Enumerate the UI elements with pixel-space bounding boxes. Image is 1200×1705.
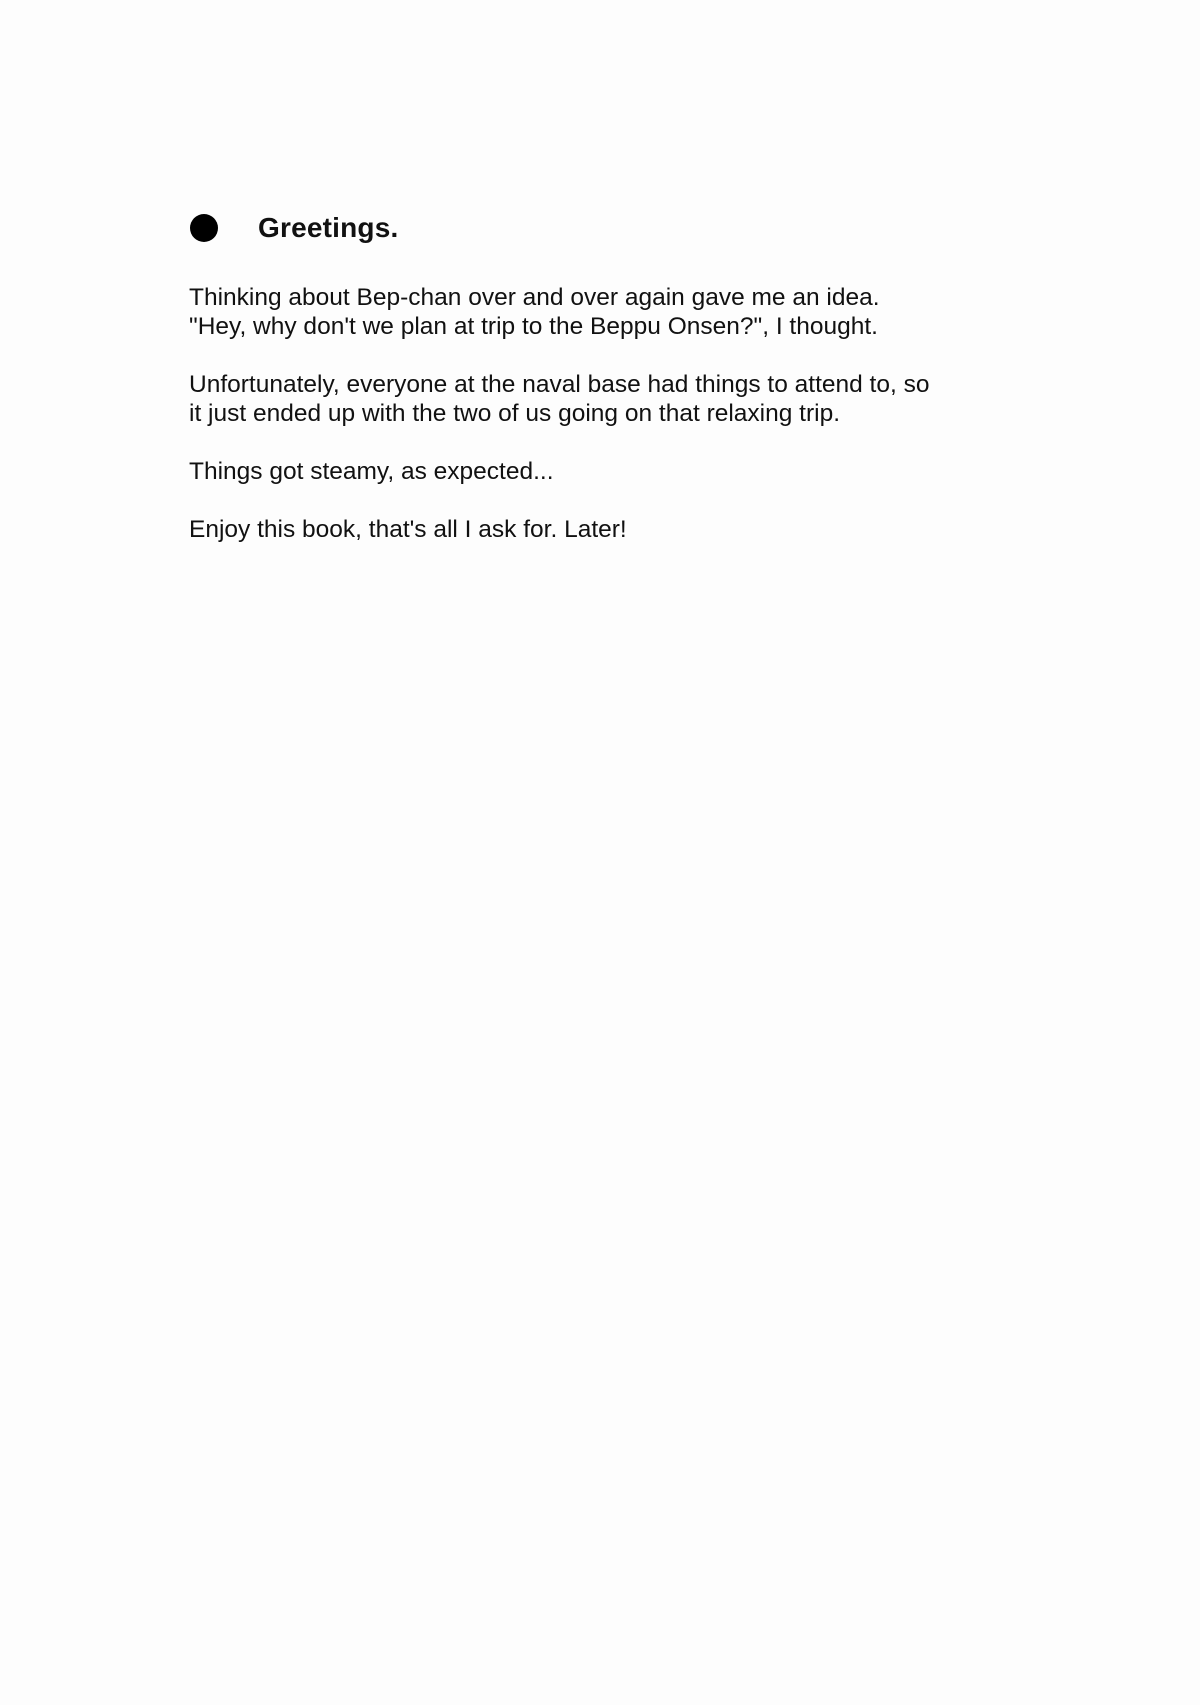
bullet-icon	[190, 214, 218, 242]
paragraph	[189, 515, 1049, 544]
paragraph-line: Unfortunately, everyone at the naval base had things to attend to, so	[189, 371, 930, 398]
paragraph	[189, 457, 1049, 486]
paragraph-line: it just ended up with the two of us going on that relaxing trip.	[189, 400, 841, 427]
heading-title: Greetings.	[258, 212, 399, 243]
paragraph-line: "Hey, why don't we plan at trip to the Beppu Onsen?", I thought.	[189, 313, 878, 340]
body-text	[189, 283, 1049, 573]
paragraph	[189, 283, 1049, 341]
paragraph-line: Things got steamy, as expected...	[189, 458, 554, 485]
paragraph-line: Thinking about Bep-chan over and over again gave me an idea.	[189, 284, 880, 311]
paragraph-line: Enjoy this book, that's all I ask for. Later!	[189, 516, 627, 543]
paragraph	[189, 370, 1049, 428]
section-heading	[190, 210, 398, 246]
